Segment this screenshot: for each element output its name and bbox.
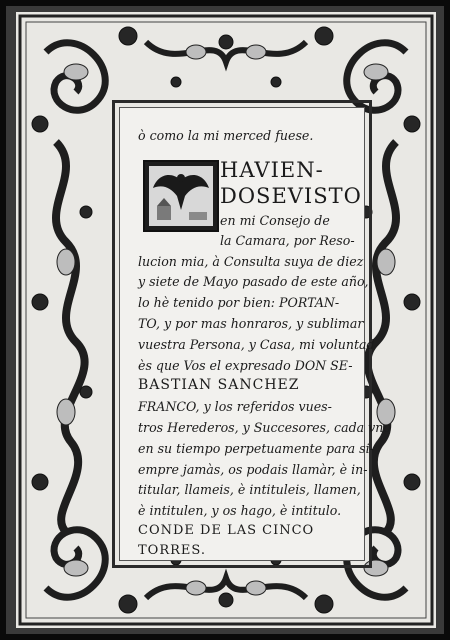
text-line-5: la Camara, por Reso- [220, 233, 355, 248]
text-line-17: titular, llameis, è intituleis, llamen, [138, 482, 361, 497]
illuminated-initial [143, 160, 219, 232]
text-line-6: lucion mia, à Consulta suya de diez [138, 254, 364, 269]
text-line-19: CONDE DE LAS CINCO [138, 523, 315, 538]
text-line-13: FRANCO, y los referidos vues- [138, 399, 332, 414]
text-line-18: è intitulen, y os hago, è intitulo. [138, 503, 342, 518]
text-line-16: empre jamàs, os podais llamàr, è in- [138, 462, 368, 477]
text-line-3: DOSEVISTO [220, 184, 362, 208]
text-line-2: HAVIEN- [220, 158, 324, 182]
text-line-20: TORRES. [138, 543, 206, 558]
text-line-10: vuestra Persona, y Casa, mi voluntad [138, 337, 375, 352]
manuscript-page [6, 6, 444, 634]
text-line-8: lo hè tenido por bien: PORTAN- [138, 295, 340, 310]
parchment-sheet [16, 12, 436, 628]
eagle-icon [149, 166, 213, 226]
text-line-14: tros Herederos, y Succesores, cada vno [138, 420, 391, 435]
text-line-12: BASTIAN SANCHEZ [138, 377, 300, 393]
text-line-1: ò como la mi merced fuese. [138, 128, 314, 143]
text-line-15: en su tiempo perpetuamente para si- [138, 441, 374, 456]
text-line-7: y siete de Mayo pasado de este año, [138, 274, 369, 289]
initial-miniature [149, 166, 213, 226]
text-line-9: TO, y por mas honraros, y sublimar [138, 316, 364, 331]
text-line-4: en mi Consejo de [220, 213, 330, 228]
text-line-11: ès que Vos el expresado DON SE- [138, 358, 353, 373]
